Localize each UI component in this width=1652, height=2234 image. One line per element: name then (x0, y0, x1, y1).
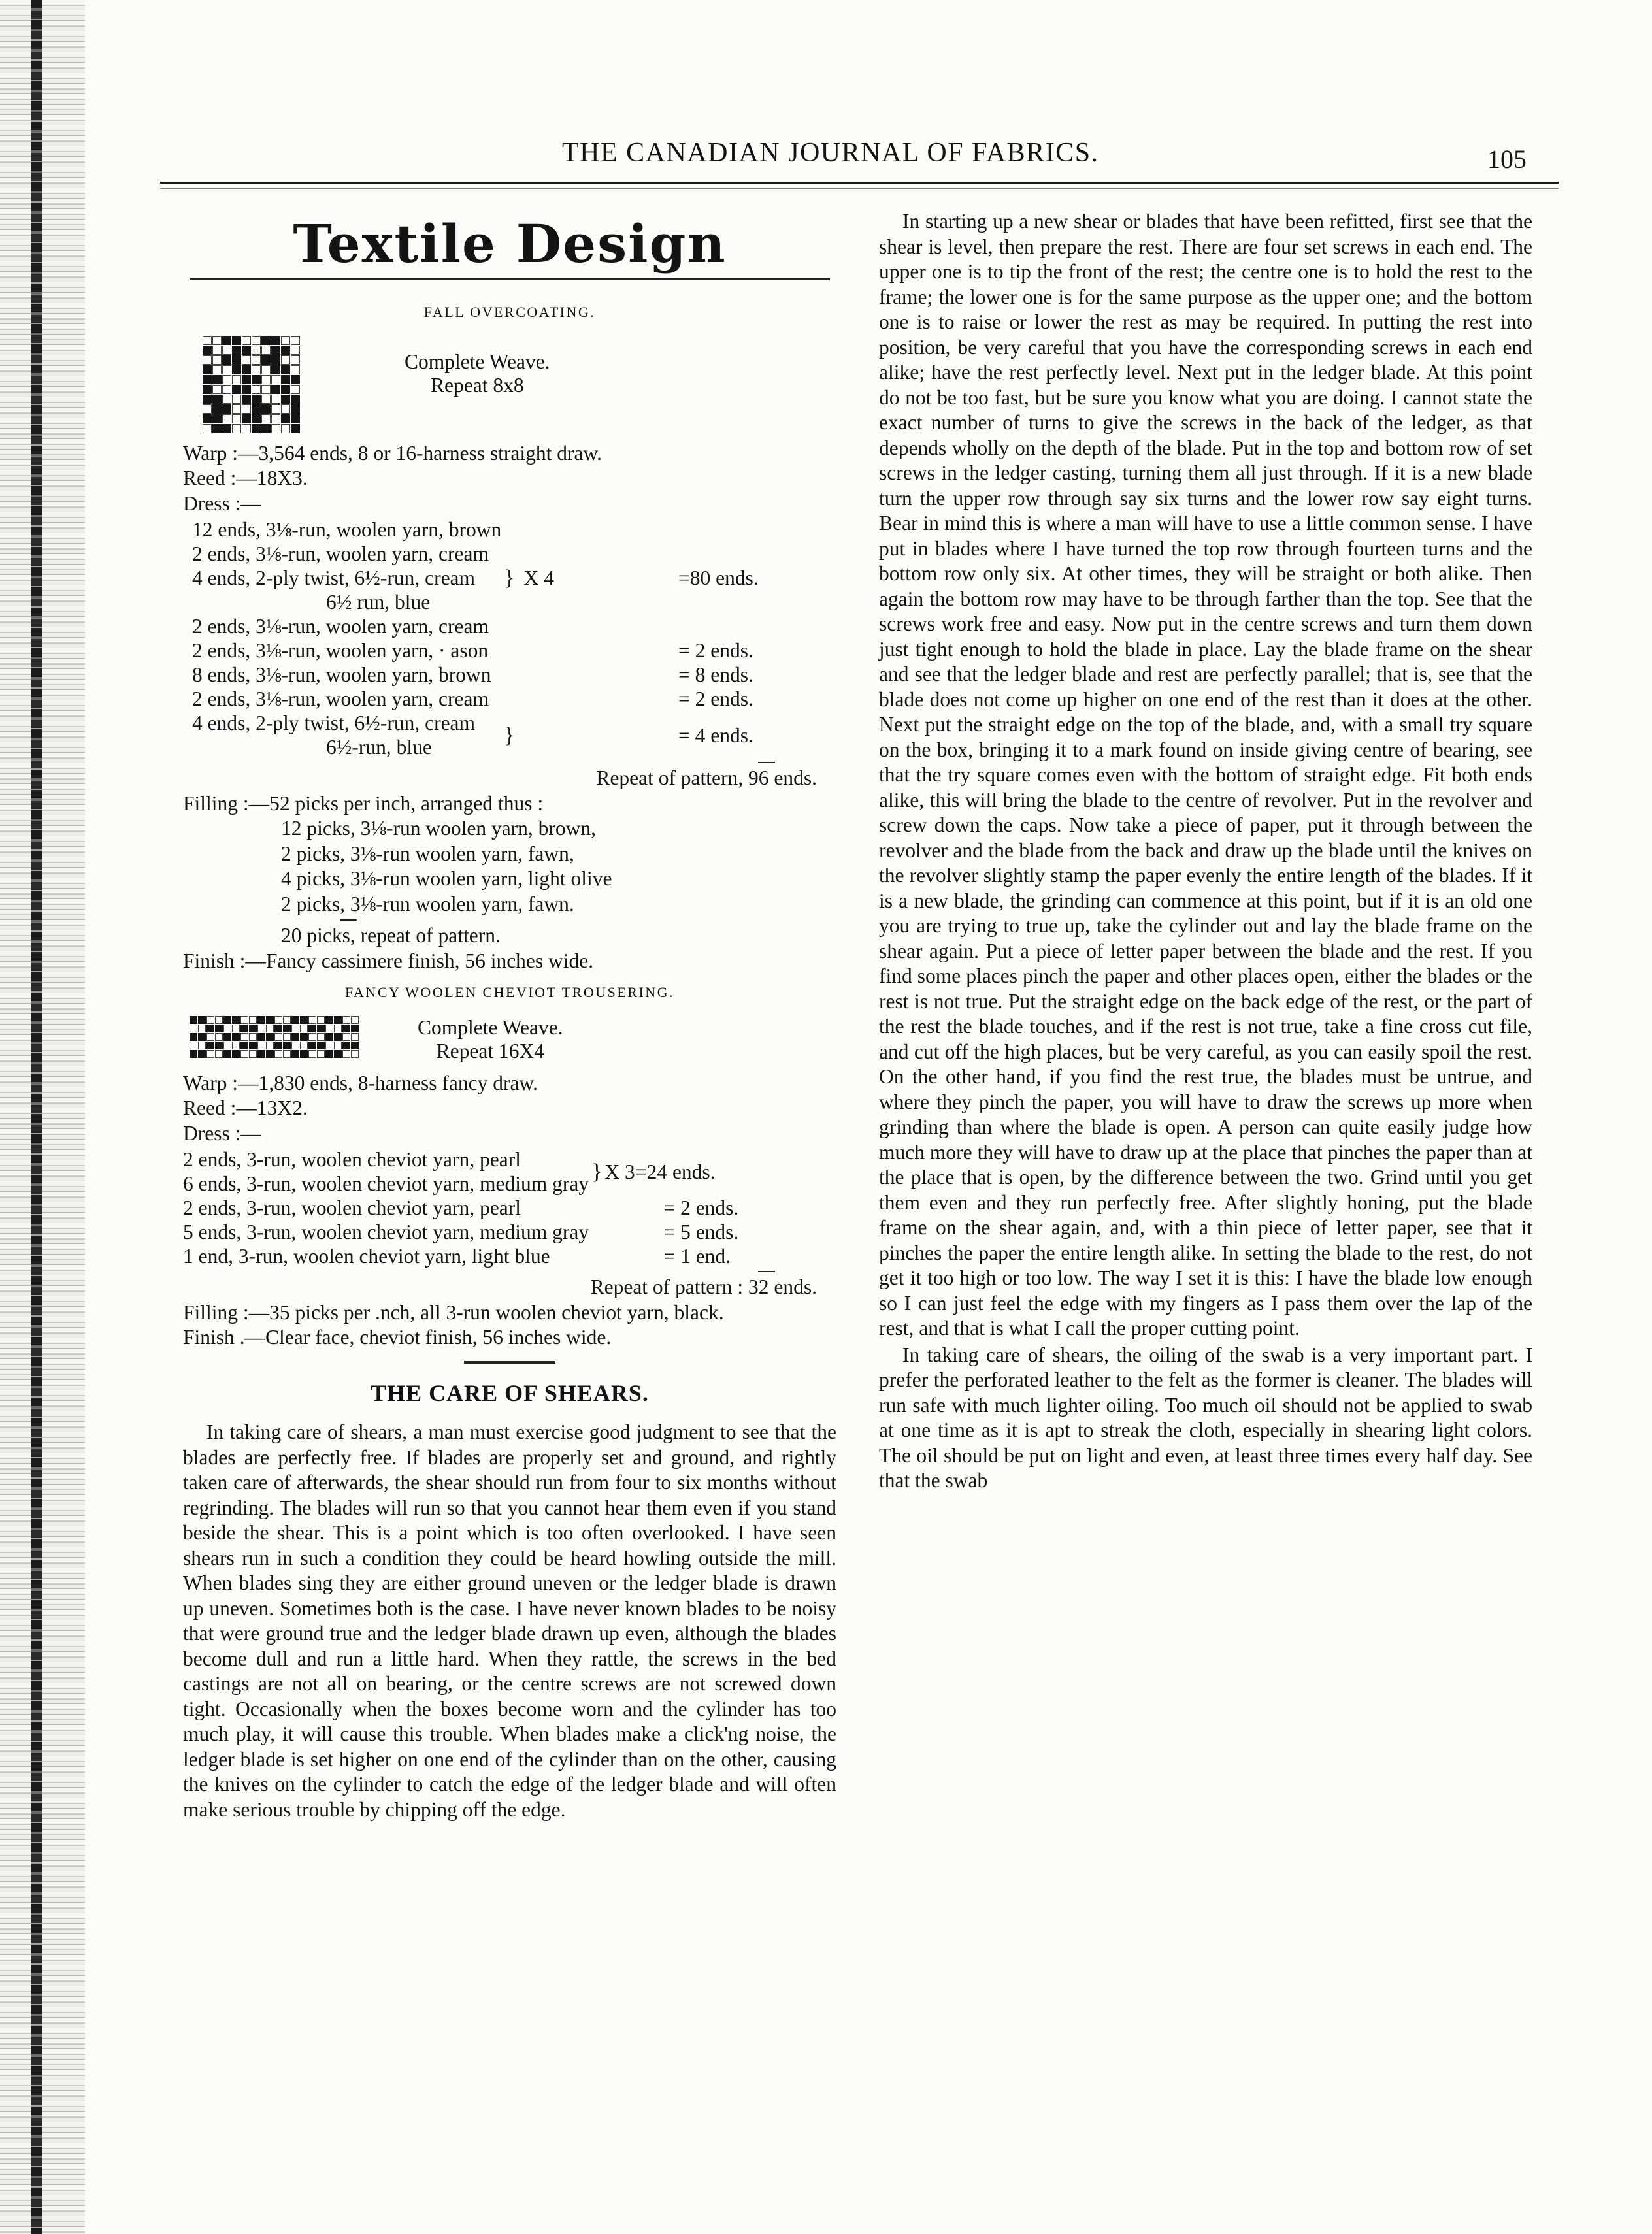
dress-row: 5 ends, 3-run, woolen cheviot yarn, medium gray (183, 1221, 589, 1243)
weave-cell (242, 395, 251, 404)
weave-cell (300, 1042, 308, 1049)
weave-cell (271, 346, 280, 355)
weave-cell (232, 336, 241, 345)
weave-cell (252, 424, 261, 433)
weave-cell (190, 1042, 197, 1049)
sum-rule (340, 919, 357, 921)
weave-cell (266, 1016, 274, 1024)
weave-cell (281, 424, 290, 433)
weave-cell (308, 1050, 316, 1058)
weave-cell (252, 414, 261, 423)
right-column (879, 209, 1532, 1494)
reed-line: Reed :—13X2. (183, 1096, 308, 1119)
repeat-line: Repeat of pattern : 32 ends. (590, 1275, 817, 1298)
weave-cell (291, 365, 300, 374)
weave-cell (308, 1016, 316, 1024)
twist-component: 6½-run, cream (354, 567, 476, 589)
weave-cell (242, 365, 251, 374)
weave-caption (418, 1016, 563, 1063)
weave-cell (206, 1033, 214, 1041)
weave-cell (198, 1050, 206, 1058)
weave-cell (190, 1033, 197, 1041)
weave-cell (252, 385, 261, 394)
weave-cell (212, 355, 222, 365)
weave-cell (342, 1050, 350, 1058)
weave-cell (223, 1016, 231, 1024)
weave-cell (222, 414, 231, 423)
weave-cell (198, 1025, 206, 1032)
weave-cell (261, 355, 271, 365)
weave-cell (271, 404, 280, 414)
row-total: = 1 end. (663, 1245, 731, 1268)
weave-cell (325, 1033, 333, 1041)
running-head: THE CANADIAN JOURNAL OF FABRICS. (562, 138, 1099, 168)
weave-cell (252, 404, 261, 414)
weave-cell (291, 1042, 299, 1049)
weave-cell (291, 424, 300, 433)
weave-cell (242, 336, 251, 345)
weave-cell (317, 1050, 325, 1058)
weave-cell (222, 336, 231, 345)
dress-row: 2 ends, 3⅛-run, woolen yarn, cream (192, 542, 489, 565)
scanned-page-edge (0, 0, 85, 2234)
row-total: = 4 ends. (678, 723, 753, 747)
weave-cell (222, 424, 231, 433)
dress-row (192, 566, 501, 590)
weave-cell (203, 346, 212, 355)
weave-cell (240, 1016, 248, 1024)
row-total: = 2 ends. (678, 687, 753, 710)
weave-cell (261, 346, 271, 355)
weave-cell (334, 1050, 342, 1058)
weave-cell (198, 1042, 206, 1049)
cheviot-trousering-weave (183, 1016, 836, 1063)
weave-caption-title: Complete Weave. (418, 1015, 563, 1039)
weave-cell (249, 1025, 257, 1032)
article-paragraph: In taking care of shears, a man must exercise good judgment to see that the blades are perfectly free. If blades are properly set and ground, and rightly taken care of afterwards, the shear should run from four to six months without regrinding. The blades will run so that you cannot hear them even if you stand beside the shear. This is a point which is too often overlooked. I have seen shears run in such a condition they could be heard howling outside the mill. When blades sing they are either ground uneven or the ledger blade is drawn up uneven. Sometimes both is the case. I have never known blades to be noisy that were ground true and the ledger blade drawn up even, although the blades become dull and run a little hard. When they rattle, the screws in the bed castings are not all on bearing, or the centre screws are not screwed down tight. Occasionally when the boxes become worn and the cylinder has too much play, it will cause this trouble. When blades make a click'ng noise, the ledger blade is set higher on one end of the cylinder than on the other, causing the knives on the cylinder to catch the edge of the ledger blade and will often make serious trouble by chipping off the edge. (183, 1421, 836, 1821)
weave-cell (203, 375, 212, 384)
weave-cell (274, 1025, 282, 1032)
weave-cell (223, 1042, 231, 1049)
weave-cell (242, 385, 251, 394)
weave-cell (249, 1042, 257, 1049)
dress-row: 2 ends, 3⅛-run, woolen yarn, · ason (192, 639, 489, 662)
weave-cell (249, 1033, 257, 1041)
weave-cell (190, 1050, 197, 1058)
weave-cell (215, 1042, 223, 1049)
weave-cell (212, 414, 222, 423)
weave-cell (252, 336, 261, 345)
weave-cell (283, 1042, 291, 1049)
weave-cell (283, 1025, 291, 1032)
article-rule (464, 1361, 555, 1364)
weave-cell (291, 375, 300, 384)
weave-cell (190, 1016, 197, 1024)
weave-cell (252, 395, 261, 404)
repeat-line: Repeat of pattern, 96 ends. (596, 766, 817, 789)
weave-cell (212, 385, 222, 394)
weave-cell (261, 395, 271, 404)
dress-label: Dress :— (183, 1121, 261, 1145)
weave-cell (351, 1042, 359, 1049)
weave-cell (283, 1050, 291, 1058)
weave-cell (342, 1025, 350, 1032)
weave-cell (198, 1033, 206, 1041)
weave-cell (232, 404, 241, 414)
weave-cell (222, 395, 231, 404)
weave-cell (203, 424, 212, 433)
weave-cell (283, 1033, 291, 1041)
row-total: = 5 ends. (663, 1221, 739, 1243)
weave-cell (281, 355, 290, 365)
weave-cell (291, 395, 300, 404)
weave-cell (215, 1050, 223, 1058)
weave-cell (351, 1016, 359, 1024)
weave-cell (274, 1042, 282, 1049)
row-total: = 8 ends. (678, 663, 753, 686)
weave-cell (232, 355, 241, 365)
weave-cell (266, 1033, 274, 1041)
weave-cell (261, 375, 271, 384)
picks-row: 12 picks, 3⅛-run woolen yarn, brown, (281, 817, 597, 840)
weave-cell (203, 404, 212, 414)
weave-cell (215, 1025, 223, 1032)
weave-cell (291, 346, 300, 355)
weave-cell (325, 1025, 333, 1032)
fall-overcoating-heading: FALL OVERCOATING. (423, 304, 596, 320)
weave-cell (291, 1050, 299, 1058)
brace: } (591, 1159, 603, 1184)
weave-cell (257, 1050, 265, 1058)
weave-cell (266, 1042, 274, 1049)
weave-cell (271, 395, 280, 404)
weave-cell (291, 414, 300, 423)
weave-cell (308, 1025, 316, 1032)
weave-cell (308, 1033, 316, 1041)
weave-cell (212, 404, 222, 414)
weave-cell (257, 1033, 265, 1041)
weave-cell (232, 1025, 240, 1032)
row-total: = 2 ends. (663, 1196, 739, 1219)
weave-cell (190, 1025, 197, 1032)
weave-cell (215, 1033, 223, 1041)
weave-cell (206, 1042, 214, 1049)
weave-cell (271, 375, 280, 384)
weave-cell (232, 395, 241, 404)
weave-cell (242, 404, 251, 414)
weave-cell (203, 385, 212, 394)
weave-cell (222, 404, 231, 414)
weave-cell (203, 365, 212, 374)
weave-cell (317, 1042, 325, 1049)
weave-cell (232, 1050, 240, 1058)
weave-cell (212, 336, 222, 345)
header-rule-thin (160, 188, 1559, 189)
dress-table (183, 1147, 738, 1268)
weave-cell (274, 1050, 282, 1058)
weave-cell (212, 424, 222, 433)
weave-cell (232, 424, 241, 433)
binding-spine (31, 0, 42, 2234)
weave-cell (242, 346, 251, 355)
reed-line: Reed :—18X3. (183, 467, 308, 489)
weave-cell (283, 1016, 291, 1024)
weave-cell (252, 346, 261, 355)
weave-cell (291, 1016, 299, 1024)
weave-cell (266, 1050, 274, 1058)
department-title: Textile Design (293, 213, 727, 274)
group-total: =80 ends. (678, 567, 759, 589)
weave-cell (203, 395, 212, 404)
weave-cell (222, 346, 231, 355)
twist-component: 6½-run, blue (326, 736, 432, 759)
picks-total: 20 picks, repeat of pattern. (281, 924, 501, 947)
weave-cell (351, 1033, 359, 1041)
dress-row: 2 ends, 3-run, woolen cheviot yarn, pearl (183, 1196, 521, 1219)
weave-cell (261, 385, 271, 394)
weave-cell (206, 1016, 214, 1024)
weave-cell (308, 1042, 316, 1049)
weave-cell (261, 414, 271, 423)
weave-cell (242, 414, 251, 423)
weave-cell (240, 1033, 248, 1041)
weave-cell (257, 1025, 265, 1032)
weave-cell (300, 1016, 308, 1024)
weave-cell (261, 404, 271, 414)
weave-cell (274, 1016, 282, 1024)
twist-component: 6½-run, cream (354, 712, 476, 734)
sum-rule (758, 1271, 775, 1272)
weave-cell (351, 1050, 359, 1058)
filling-line: Filling :—52 picks per inch, arranged thus : (183, 791, 544, 815)
weave-caption (405, 336, 550, 397)
row-total: = 2 ends. (678, 639, 753, 662)
weave-cell (317, 1016, 325, 1024)
weave-cell (300, 1025, 308, 1032)
weave-cell (271, 385, 280, 394)
weave-cell (240, 1042, 248, 1049)
weave-cell (198, 1016, 206, 1024)
weave-cell (317, 1025, 325, 1032)
picks-row: 4 picks, 3⅛-run woolen yarn, light olive (281, 867, 612, 890)
weave-diagram-8x8 (203, 336, 300, 433)
weave-cell (222, 385, 231, 394)
dress-row-label: 4 ends, 2-ply twist, (192, 712, 350, 734)
weave-cell (281, 395, 290, 404)
dress-row: 12 ends, 3⅛-run, woolen yarn, brown (192, 518, 502, 541)
dress-row (192, 711, 501, 735)
weave-cell (274, 1033, 282, 1041)
weave-cell (281, 385, 290, 394)
weave-cell (261, 424, 271, 433)
cheviot-trousering-heading: FANCY WOOLEN CHEVIOT TROUSERING. (344, 984, 675, 1000)
weave-cell (291, 355, 300, 365)
weave-caption-repeat: Repeat 16X4 (436, 1039, 544, 1062)
left-column (183, 209, 836, 1822)
weave-cell (300, 1050, 308, 1058)
weave-cell (271, 365, 280, 374)
weave-cell (223, 1025, 231, 1032)
weave-cell (271, 424, 280, 433)
dress-row: 6 ends, 3-run, woolen cheviot yarn, medium gray (183, 1172, 589, 1195)
weave-cell (281, 414, 290, 423)
fall-overcoating-weave (183, 336, 836, 433)
group-total: X 3=24 ends. (604, 1160, 716, 1183)
weave-cell (334, 1033, 342, 1041)
weave-cell (271, 336, 280, 345)
brace: } (504, 723, 515, 747)
weave-cell (215, 1016, 223, 1024)
weave-cell (249, 1016, 257, 1024)
dress-row: 8 ends, 3⅛-run, woolen yarn, brown (192, 663, 491, 686)
weave-cell (281, 404, 290, 414)
weave-cell (232, 365, 241, 374)
weave-cell (325, 1042, 333, 1049)
weave-cell (271, 414, 280, 423)
weave-cell (271, 355, 280, 365)
weave-cell (261, 365, 271, 374)
weave-cell (232, 1033, 240, 1041)
weave-cell (261, 336, 271, 345)
weave-cell (223, 1033, 231, 1041)
weave-cell (291, 336, 300, 345)
article-paragraph: In starting up a new shear or blades that have been refitted, first see that the shear is level, then prepare the rest. There are four set screws in each end. The upper one is to tip the front of the rest; the centre one is to hold the rest to the frame; the lower one is for the same purpose as the upper one; and the bottom one is to raise or lower the rest as may be required. In putting the rest into position, be very careful that you have the corresponding screws in each end alike; have the rest perfectly level. Next put in the ledger blade. At this point do not be too fast, but be sure you know what you are doing. I cannot state the exact number of turns to give the screws in the back of the ledger, as that depends wholly on the depth of the blade. Put in the top and bottom row of set screws in the ledger casting, turning them all just through. If it is a new blade turn the upper row through say six turns and the lower row say eight turns. Bear in mind this is where a man will have to use a little common sense. I have put in blades where I have turned the top row through fourteen turns and the bottom row only six. At other times, they will be straight or both alike. Then again the bottom row may have to be through farther than the top. See that the screws work free and easy. Now put in the centre screws and turn them down just tight enough to hold the blade in place. Lay the blade frame on the shear and see that the ledger blade and rest are perfectly parallel; that is, see that the blade does not come up higher on one end of the rest than it does at the other. Next put the straight edge on the top of the blade, and, with a small try square on the box, bringing it to a mark found on inside giving centre of bearing, see that the try square comes even with the bottom of straight edge. Fit both ends alike, this will bring the blade to the centre of revolver. Put in the revolver and screw down the caps. Now take a piece of paper, put it through between the revolver and the blade from the back and draw up the blade until the knives on the revolver slightly stamp the paper evenly the entire length of the blades. If it is a new blade, the grinding can commence at this point, but if it is an old one you are trying to true up, take the cylinder out and lay the blade frame on the shear again. Put a piece of letter paper between the blade and the rest. If you find some places pinch the paper and other places open, either the blades or the rest is not true. Put the straight edge on the back edge of the rest, or the part of the rest the blade touches, and if the rest is not true, take a fine cross cut file, and cut off the high places, but be very careful, as you can easily spoil the rest. On the other hand, if you find the rest true, the blades must be untrue, and where they pinch the paper, you will have to draw the screws up more when grinding than where the blade is open. A person can quite easily judge how much more they will have to draw up at the place that pinches the paper than at the place that is open, by the difference between the two. Grind until you get them even and they run perfectly free. After slightly honing, put the blade frame on the shear again, and, with a thin piece of letter paper, see that it pinches the paper the entire length alike. In setting the blade to the rest, do not get it too high or too low. The way I set it is this: I have the blade low enough so I can just feel the edge with my fingers as I pass them over the lap of the rest, and that is what I call the proper cutting point. (879, 210, 1532, 1339)
finish-line: Finish .—Clear face, cheviot finish, 56 inches wide. (183, 1326, 612, 1349)
weave-cell (317, 1033, 325, 1041)
dress-row: 2 ends, 3⅛-run, woolen yarn, cream (192, 687, 489, 710)
dress-row: 2 ends, 3-run, woolen cheviot yarn, pearl (183, 1148, 521, 1171)
weave-cell (212, 365, 222, 374)
weave-cell (334, 1042, 342, 1049)
weave-cell (291, 385, 300, 394)
finish-line: Finish :—Fancy cassimere finish, 56 inches wide. (183, 949, 594, 972)
weave-cell (351, 1025, 359, 1032)
weave-cell (249, 1050, 257, 1058)
weave-cell (300, 1033, 308, 1041)
picks-row: 2 picks, 3⅛-run woolen yarn, fawn, (281, 842, 574, 865)
twist-component: 6½ run, blue (326, 591, 431, 614)
weave-cell (252, 355, 261, 365)
weave-cell (252, 365, 261, 374)
weave-cell (212, 395, 222, 404)
warp-line: Warp :—1,830 ends, 8-harness fancy draw. (183, 1071, 538, 1094)
weave-cell (212, 375, 222, 384)
weave-cell (212, 346, 222, 355)
weave-cell (342, 1033, 350, 1041)
weave-cell (203, 336, 212, 345)
brace: } (504, 566, 515, 590)
weave-cell (232, 346, 241, 355)
weave-cell (203, 414, 212, 423)
weave-cell (242, 355, 251, 365)
weave-cell (206, 1050, 214, 1058)
weave-cell (281, 346, 290, 355)
weave-cell (232, 414, 241, 423)
weave-cell (281, 375, 290, 384)
weave-cell (291, 1033, 299, 1041)
weave-cell (257, 1042, 265, 1049)
weave-cell (325, 1050, 333, 1058)
weave-cell (281, 336, 290, 345)
weave-cell (257, 1016, 265, 1024)
dress-row: 2 ends, 3⅛-run, woolen yarn, cream (192, 615, 489, 638)
weave-cell (266, 1025, 274, 1032)
article-title: THE CARE OF SHEARS. (371, 1379, 649, 1406)
weave-cell (281, 365, 290, 374)
weave-cell (342, 1016, 350, 1024)
dress-label: Dress :— (183, 491, 261, 515)
weave-cell (222, 365, 231, 374)
weave-caption-title: Complete Weave. (405, 350, 550, 373)
weave-cell (203, 355, 212, 365)
weave-cell (240, 1050, 248, 1058)
dress-row-label: 4 ends, 2-ply twist, (192, 567, 350, 589)
weave-cell (242, 424, 251, 433)
weave-cell (232, 1042, 240, 1049)
article-paragraph: In taking care of shears, the oiling of the swab is a very important part. I prefer the perforated leather to the felt as the former is cleaner. The blades will run safe with much lighter oiling. Too much oil should not be applied to swab at one time as it is apt to streak the cloth, especially in shearing light colors. The oil should be put on light and even, at least three times every half day. See that the swab (879, 1343, 1532, 1492)
weave-caption-repeat: Repeat 8x8 (430, 373, 524, 397)
multiplier: X 4 (523, 567, 554, 589)
weave-cell (334, 1016, 342, 1024)
weave-cell (291, 404, 300, 414)
weave-cell (334, 1025, 342, 1032)
page-number: 105 (1487, 144, 1527, 174)
weave-cell (252, 375, 261, 384)
dress-row: 1 end, 3-run, woolen cheviot yarn, light blue (183, 1245, 550, 1268)
weave-cell (242, 375, 251, 384)
weave-cell (232, 385, 241, 394)
weave-cell (232, 375, 241, 384)
dress-table (192, 517, 789, 759)
sum-rule (758, 762, 775, 763)
weave-cell (325, 1016, 333, 1024)
header-rule (160, 182, 1559, 184)
weave-diagram-16x4 (190, 1016, 359, 1058)
picks-row: 2 picks, 3⅛-run woolen yarn, fawn. (281, 892, 574, 915)
weave-cell (223, 1050, 231, 1058)
weave-cell (232, 1016, 240, 1024)
warp-line: Warp :—3,564 ends, 8 or 16-harness straight draw. (183, 441, 603, 465)
weave-cell (291, 1025, 299, 1032)
weave-cell (240, 1025, 248, 1032)
weave-cell (206, 1025, 214, 1032)
weave-cell (342, 1042, 350, 1049)
weave-cell (222, 355, 231, 365)
weave-cell (222, 375, 231, 384)
department-rule (190, 278, 830, 280)
filling-line: Filling :—35 picks per .nch, all 3-run woolen cheviot yarn, black. (183, 1300, 724, 1324)
